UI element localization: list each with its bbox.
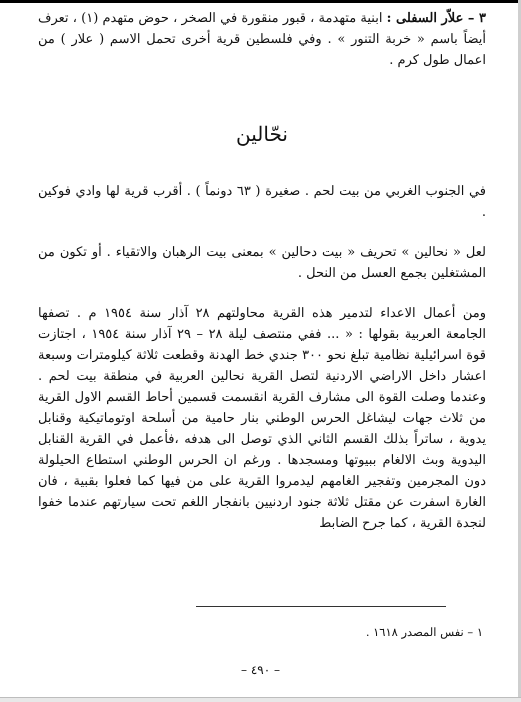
window-bottom-scrollbar[interactable] — [0, 697, 521, 702]
intro-paragraph — [38, 8, 486, 71]
paragraph-history: ومن أعمال الاعداء لتدمير هذه القرية محاولتهم ٢٨ آذار سنة ١٩٥٤ م . تصفها الجامعة العربية بقولها : « ... ففي منتصف ليلة ٢٨ – ٢٩ آذار سنة ١٩٥٤ ، اجتازت قوة اسرائيلية نظامية تبلغ نحو ٣٠٠ جندي خط الهدنة وقطعت ثلاثة كيلومترات وسبعة اعشار داخل الاراضي الاردنية لتصل القرية نحالين العربية في منطقة بيت لحم . وعندما وصلت القوة الى مشارف القرية انقسمت قسمين أحاط القسم الاول القرية من ثلاث جهات ليشاغل الحرس الوطني بنار حامية من أسلحة اوتوماتيكية وقنابل يدوية ، ساتراً بذلك القسم الثاني الذي توصل الى هدفه ،فأعمل في القرية القنابل اليدوية وبث الالغام ببيوتها ومسجدها . ورغم ان الحرس الوطني استطاع الحيلولة دون المجرمين وتفجير الغامهم ليدمروا القرية على من فيها كما فعلوا بقبية ، فان الغارة اسفرت عن مقتل ثلاثة جنود اردنيين بانفجار اللغم تحت سيارتهم عندما خفوا لنجدة القرية ، كما جرح الضابط — [38, 306, 486, 531]
document-page — [38, 6, 486, 534]
window-top-border — [0, 0, 521, 3]
paragraph-location: في الجنوب الغربي من بيت لحم . صغيرة ( ٦٣ دونماً ) . أقرب قرية لها وادي فوكين . — [38, 184, 486, 220]
page-number: – ٤٩٠ – — [241, 663, 280, 677]
intro-lead: ٣ – علاّر السفلى : — [386, 11, 486, 26]
footnote-divider — [196, 606, 446, 607]
footnote: ١ – نفس المصدر ١٦١٨ . — [365, 625, 483, 639]
paragraph-name-origin: لعل « نحالين » تحريف « بيت دحالين » بمعنى بيت الرهبان والاتقياء . أو تكون من المشتغلين بجمع العسل من النحل . — [38, 245, 486, 281]
intro-text: ابنية متهدمة ، قبور منقورة في الصخر ، حوض متهدم (١) ، تعرف أيضاً باسم « خربة التنور » . وفي فلسطين قرية أخرى تحمل الاسم ( علار ) من اعمال طول كرم . — [38, 11, 486, 68]
section-heading: نحّالين — [236, 122, 288, 146]
